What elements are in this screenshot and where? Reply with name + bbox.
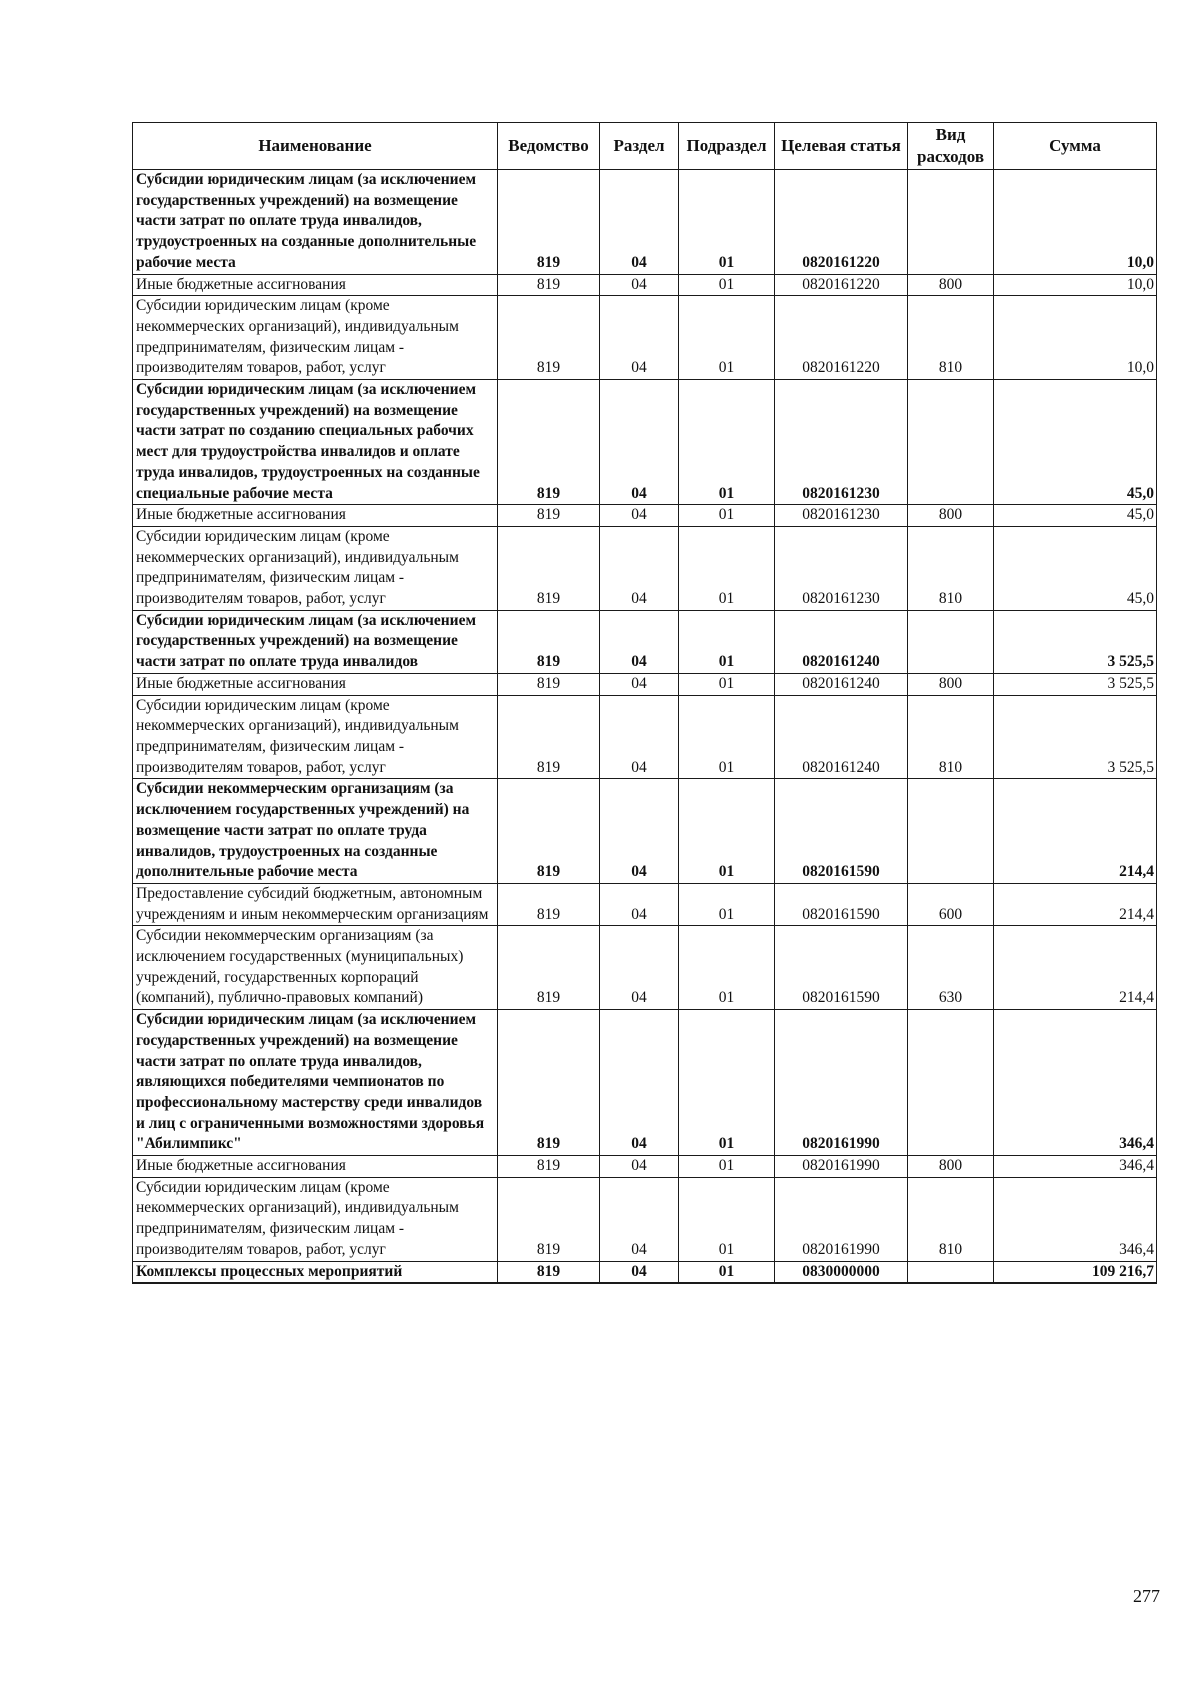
table-row bbox=[133, 274, 1157, 296]
page-number: 277 bbox=[1133, 1586, 1160, 1606]
cell-subsection: 01 bbox=[679, 296, 775, 380]
table-row bbox=[133, 526, 1157, 610]
cell-dept: 819 bbox=[498, 1177, 600, 1261]
table-row bbox=[133, 695, 1157, 779]
cell-dept: 819 bbox=[498, 296, 600, 380]
cell-name: Субсидии юридическим лицам (за исключением государственных учреждений) на возмещение части затрат по оплате труда инвалидов, трудоустроенных на созданные дополнительные рабочие места bbox=[133, 170, 498, 275]
cell-target: 0830000000 bbox=[775, 1261, 908, 1283]
cell-dept: 819 bbox=[498, 170, 600, 275]
cell-dept: 819 bbox=[498, 883, 600, 925]
cell-name: Субсидии юридическим лицам (кроме некоммерческих организаций), индивидуальным предпринимателям, физическим лицам - производителям товаров, работ, услуг bbox=[133, 296, 498, 380]
cell-name: Иные бюджетные ассигнования bbox=[133, 274, 498, 296]
cell-target: 0820161230 bbox=[775, 380, 908, 505]
table-row bbox=[133, 380, 1157, 505]
cell-kind bbox=[908, 779, 994, 884]
cell-name: Комплексы процессных мероприятий bbox=[133, 1261, 498, 1283]
cell-sum: 45,0 bbox=[994, 505, 1157, 527]
cell-dept: 819 bbox=[498, 505, 600, 527]
table-row bbox=[133, 779, 1157, 884]
cell-name: Субсидии некоммерческим организациям (за исключением государственных учреждений) на возмещение части затрат по оплате труда инвалидов, трудоустроенных на созданные дополнительные рабочие места bbox=[133, 779, 498, 884]
cell-target: 0820161220 bbox=[775, 274, 908, 296]
cell-target: 0820161220 bbox=[775, 170, 908, 275]
cell-section: 04 bbox=[600, 296, 679, 380]
cell-sum: 3 525,5 bbox=[994, 673, 1157, 695]
cell-dept: 819 bbox=[498, 673, 600, 695]
cell-sum: 346,4 bbox=[994, 1010, 1157, 1156]
cell-kind bbox=[908, 380, 994, 505]
cell-kind: 600 bbox=[908, 883, 994, 925]
cell-dept: 819 bbox=[498, 380, 600, 505]
header-target: Целевая статья bbox=[775, 123, 908, 170]
table-row bbox=[133, 170, 1157, 275]
cell-dept: 819 bbox=[498, 779, 600, 884]
cell-subsection: 01 bbox=[679, 610, 775, 673]
cell-name: Субсидии юридическим лицам (за исключением государственных учреждений) на возмещение части затрат по оплате труда инвалидов, являющихся победителями чемпионатов по профессиональному мастерству среди инвалидов и лиц с ограниченными возможностями здоровья "Абилимпикс" bbox=[133, 1010, 498, 1156]
cell-target: 0820161230 bbox=[775, 526, 908, 610]
cell-kind: 810 bbox=[908, 526, 994, 610]
header-name: Наименование bbox=[133, 123, 498, 170]
cell-section: 04 bbox=[600, 883, 679, 925]
cell-section: 04 bbox=[600, 505, 679, 527]
cell-section: 04 bbox=[600, 274, 679, 296]
cell-sum: 214,4 bbox=[994, 779, 1157, 884]
cell-sum: 3 525,5 bbox=[994, 610, 1157, 673]
header-dept: Ведомство bbox=[498, 123, 600, 170]
cell-section: 04 bbox=[600, 926, 679, 1010]
cell-kind bbox=[908, 1010, 994, 1156]
budget-expenditure-table bbox=[132, 122, 1157, 1284]
cell-section: 04 bbox=[600, 1261, 679, 1283]
cell-section: 04 bbox=[600, 526, 679, 610]
table-row bbox=[133, 673, 1157, 695]
cell-name: Субсидии юридическим лицам (за исключением государственных учреждений) на возмещение части затрат по созданию специальных рабочих мест для трудоустройства инвалидов и оплате труда инвалидов, трудоустроенных на созданные специальные рабочие места bbox=[133, 380, 498, 505]
cell-name: Субсидии юридическим лицам (за исключением государственных учреждений) на возмещение части затрат по оплате труда инвалидов bbox=[133, 610, 498, 673]
cell-kind: 630 bbox=[908, 926, 994, 1010]
cell-section: 04 bbox=[600, 1156, 679, 1178]
cell-target: 0820161240 bbox=[775, 610, 908, 673]
cell-sum: 10,0 bbox=[994, 170, 1157, 275]
cell-subsection: 01 bbox=[679, 274, 775, 296]
cell-name: Иные бюджетные ассигнования bbox=[133, 673, 498, 695]
cell-subsection: 01 bbox=[679, 1177, 775, 1261]
cell-target: 0820161220 bbox=[775, 296, 908, 380]
cell-dept: 819 bbox=[498, 1156, 600, 1178]
cell-target: 0820161240 bbox=[775, 695, 908, 779]
cell-sum: 214,4 bbox=[994, 883, 1157, 925]
cell-subsection: 01 bbox=[679, 505, 775, 527]
cell-section: 04 bbox=[600, 380, 679, 505]
cell-section: 04 bbox=[600, 170, 679, 275]
cell-sum: 10,0 bbox=[994, 296, 1157, 380]
cell-name: Предоставление субсидий бюджетным, автономным учреждениям и иным некоммерческим организациям bbox=[133, 883, 498, 925]
table-row bbox=[133, 610, 1157, 673]
table-row bbox=[133, 1261, 1157, 1283]
cell-target: 0820161240 bbox=[775, 673, 908, 695]
cell-target: 0820161990 bbox=[775, 1156, 908, 1178]
table-row bbox=[133, 1010, 1157, 1156]
cell-kind: 800 bbox=[908, 673, 994, 695]
cell-section: 04 bbox=[600, 695, 679, 779]
cell-sum: 346,4 bbox=[994, 1156, 1157, 1178]
table-body bbox=[133, 170, 1157, 1284]
table-row bbox=[133, 1177, 1157, 1261]
cell-section: 04 bbox=[600, 779, 679, 884]
cell-target: 0820161590 bbox=[775, 883, 908, 925]
cell-subsection: 01 bbox=[679, 1156, 775, 1178]
cell-target: 0820161590 bbox=[775, 779, 908, 884]
table-header-row bbox=[133, 123, 1157, 170]
cell-subsection: 01 bbox=[679, 526, 775, 610]
cell-target: 0820161590 bbox=[775, 926, 908, 1010]
cell-target: 0820161990 bbox=[775, 1010, 908, 1156]
cell-subsection: 01 bbox=[679, 926, 775, 1010]
cell-subsection: 01 bbox=[679, 380, 775, 505]
cell-kind: 810 bbox=[908, 695, 994, 779]
cell-sum: 3 525,5 bbox=[994, 695, 1157, 779]
table-row bbox=[133, 296, 1157, 380]
cell-dept: 819 bbox=[498, 1261, 600, 1283]
cell-section: 04 bbox=[600, 673, 679, 695]
cell-kind: 810 bbox=[908, 1177, 994, 1261]
cell-subsection: 01 bbox=[679, 779, 775, 884]
header-kind: Вид расходов bbox=[908, 123, 994, 170]
cell-subsection: 01 bbox=[679, 673, 775, 695]
cell-dept: 819 bbox=[498, 1010, 600, 1156]
cell-sum: 214,4 bbox=[994, 926, 1157, 1010]
cell-name: Субсидии юридическим лицам (кроме некоммерческих организаций), индивидуальным предпринимателям, физическим лицам - производителям товаров, работ, услуг bbox=[133, 1177, 498, 1261]
cell-section: 04 bbox=[600, 1010, 679, 1156]
cell-subsection: 01 bbox=[679, 170, 775, 275]
cell-name: Иные бюджетные ассигнования bbox=[133, 505, 498, 527]
cell-sum: 10,0 bbox=[994, 274, 1157, 296]
cell-subsection: 01 bbox=[679, 1010, 775, 1156]
cell-dept: 819 bbox=[498, 610, 600, 673]
cell-sum: 109 216,7 bbox=[994, 1261, 1157, 1283]
cell-subsection: 01 bbox=[679, 883, 775, 925]
cell-kind: 800 bbox=[908, 505, 994, 527]
cell-kind: 800 bbox=[908, 1156, 994, 1178]
table-row bbox=[133, 926, 1157, 1010]
cell-section: 04 bbox=[600, 1177, 679, 1261]
table-row bbox=[133, 883, 1157, 925]
cell-subsection: 01 bbox=[679, 695, 775, 779]
cell-dept: 819 bbox=[498, 274, 600, 296]
cell-name: Субсидии юридическим лицам (кроме некоммерческих организаций), индивидуальным предпринимателям, физическим лицам - производителям товаров, работ, услуг bbox=[133, 695, 498, 779]
table-row bbox=[133, 1156, 1157, 1178]
cell-section: 04 bbox=[600, 610, 679, 673]
cell-sum: 346,4 bbox=[994, 1177, 1157, 1261]
cell-kind bbox=[908, 170, 994, 275]
table-row bbox=[133, 505, 1157, 527]
header-sum: Сумма bbox=[994, 123, 1157, 170]
header-section: Раздел bbox=[600, 123, 679, 170]
cell-dept: 819 bbox=[498, 695, 600, 779]
cell-subsection: 01 bbox=[679, 1261, 775, 1283]
cell-sum: 45,0 bbox=[994, 380, 1157, 505]
cell-kind: 800 bbox=[908, 274, 994, 296]
cell-kind: 810 bbox=[908, 296, 994, 380]
cell-kind bbox=[908, 610, 994, 673]
cell-name: Иные бюджетные ассигнования bbox=[133, 1156, 498, 1178]
cell-target: 0820161230 bbox=[775, 505, 908, 527]
cell-name: Субсидии юридическим лицам (кроме некоммерческих организаций), индивидуальным предпринимателям, физическим лицам - производителям товаров, работ, услуг bbox=[133, 526, 498, 610]
cell-name: Субсидии некоммерческим организациям (за исключением государственных (муниципальных) учреждений, государственных корпораций (компаний), публично-правовых компаний) bbox=[133, 926, 498, 1010]
cell-sum: 45,0 bbox=[994, 526, 1157, 610]
cell-target: 0820161990 bbox=[775, 1177, 908, 1261]
cell-dept: 819 bbox=[498, 526, 600, 610]
cell-dept: 819 bbox=[498, 926, 600, 1010]
header-subsection: Подраздел bbox=[679, 123, 775, 170]
cell-kind bbox=[908, 1261, 994, 1283]
